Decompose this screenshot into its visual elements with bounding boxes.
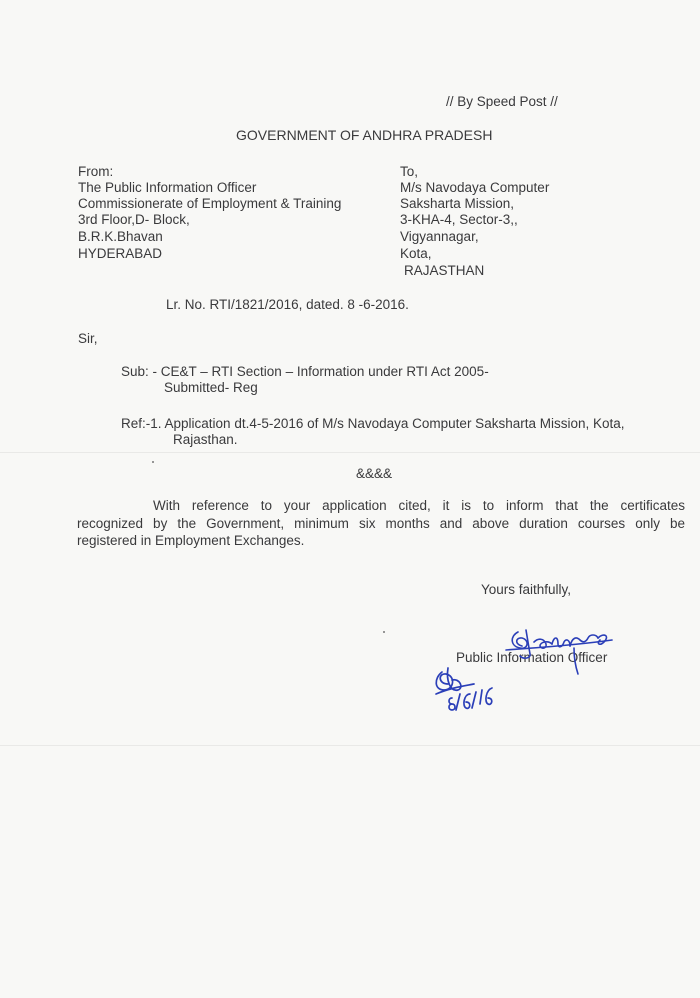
handwritten-initials-date <box>430 664 510 714</box>
to-line: Kota, <box>400 246 432 261</box>
from-line: The Public Information Officer <box>78 180 257 195</box>
to-line: M/s Navodaya Computer <box>400 180 550 195</box>
section-separator: &&&& <box>356 466 393 481</box>
delivery-mode: // By Speed Post // <box>446 94 558 109</box>
from-label: From: <box>78 164 114 179</box>
from-line: 3rd Floor,D- Block, <box>78 212 190 227</box>
body-paragraph-line: With reference to your application cited, it is to inform that the certificates <box>153 498 685 513</box>
subject-line: Sub: - CE&T – RTI Section – Information under RTI Act 2005- <box>121 364 489 379</box>
to-line: Vigyannagar, <box>400 229 479 244</box>
closing: Yours faithfully, <box>481 582 572 597</box>
paper-fold-line <box>0 745 700 746</box>
to-line: Saksharta Mission, <box>400 196 515 211</box>
salutation: Sir, <box>78 331 98 346</box>
signatory-title: Public Information Officer <box>456 650 608 665</box>
to-label: To, <box>400 164 419 179</box>
scan-speck <box>383 631 385 633</box>
body-paragraph-line: recognized by the Government, minimum six months and above duration courses only be <box>77 516 685 531</box>
subject-line: Submitted- Reg <box>164 380 258 395</box>
body-paragraph-line: registered in Employment Exchanges. <box>77 533 305 548</box>
government-heading: GOVERNMENT OF ANDHRA PRADESH <box>236 127 493 143</box>
to-line: 3-KHA-4, Sector-3,, <box>400 212 518 227</box>
scan-speck <box>152 461 154 463</box>
handwritten-signature <box>500 618 620 678</box>
from-line: HYDERABAD <box>78 246 163 261</box>
from-line: Commissionerate of Employment & Training <box>78 196 342 211</box>
paper-fold-line <box>0 452 700 453</box>
reference-line: Rajasthan. <box>173 432 238 447</box>
from-line: B.R.K.Bhavan <box>78 229 163 244</box>
to-line: RAJASTHAN <box>404 263 485 278</box>
reference-line: Ref:-1. Application dt.4-5-2016 of M/s Navodaya Computer Saksharta Mission, Kota, <box>121 416 625 431</box>
letter-reference-number: Lr. No. RTI/1821/2016, dated. 8 -6-2016. <box>166 297 409 312</box>
